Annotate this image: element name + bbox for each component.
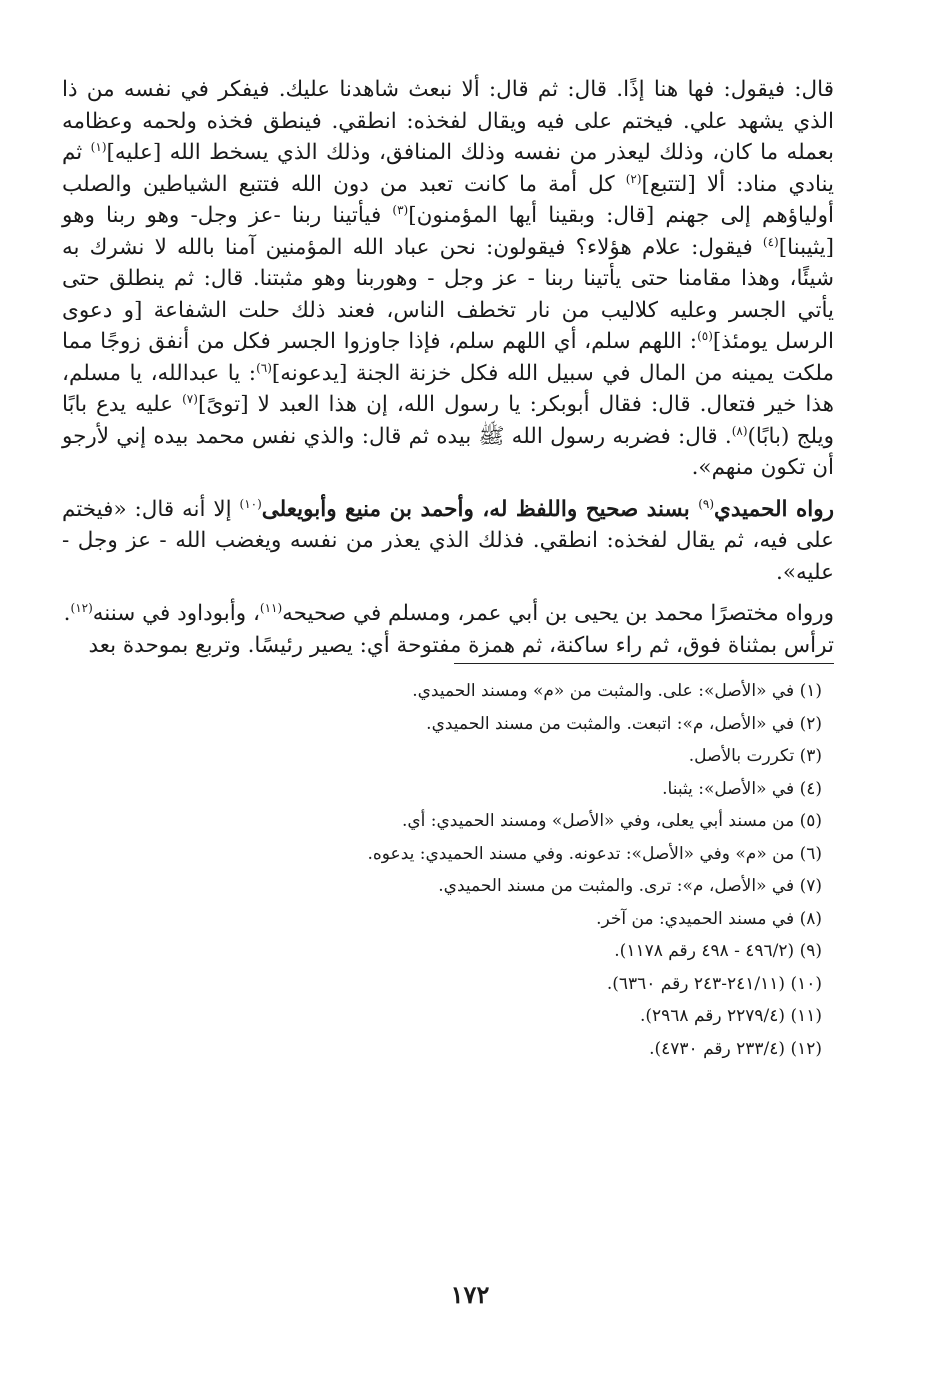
glossary-paragraph [62, 630, 834, 662]
text-run: كل أمة ما كانت تعبد من دون الله فتتبع الشياطين والصلب أولياؤهم إلى جهنم [قال: وبقينا أيها المؤمنون] [62, 171, 835, 228]
footnote: (١٠) (٢٤١/١١-٢٤٣ رقم ٦٣٦٠). [606, 973, 822, 994]
footnote-ref: (١٠) [239, 496, 262, 511]
text-run: فيأتينا ربنا -عز وجل- وهو ربنا وهو [يثيبنا] [62, 203, 834, 260]
text-run: . قال: فضربه رسول الله ﷺ بيده ثم قال: والذي نفس محمد بيده إني لأرجو أن تكون منهم». [62, 423, 834, 480]
text-run: قال: فيقول: فها هنا إذًا. قال: ثم قال: ألا نبعث شاهدنا عليك. فيفكر في نفسه من ذا الذي يشهد علي. فيختم على فيه ويقال لفخذه: انطقي. فينطق فخذه ولحمه وعظامه بعمله ما كان، وذلك ليعذر من نفسه وذلك المنافق، وذلك الذي يسخط الله [عليه] [62, 77, 834, 165]
text-run: . [63, 601, 71, 626]
footnote: (٧) في «الأصل، م»: ترى. والمثبت من مسند الحميدي. [438, 876, 822, 896]
text-run: : اللهم سلم، أي اللهم سلم، فإذا جاوزوا الجسر فكل من أنفق زوجًا مما ملكت يمينه من المال في سبيل الله فكل خزنة الجنة [يدعونه] [62, 329, 835, 386]
footnote-ref: (١) [90, 139, 107, 154]
hadith-paragraph [62, 74, 834, 484]
footnote-ref: (٨) [731, 423, 748, 438]
footnote-ref: (٦) [256, 360, 272, 375]
text-run: ورواه مختصرًا محمد بن يحيى بن أبي عمر، ومسلم في صحيحه [282, 601, 834, 626]
footnote-ref: (١٢) [70, 600, 93, 615]
footnote: (٨) في مسند الحميدي: من آخر. [596, 908, 822, 929]
short-narration-paragraph [62, 598, 834, 630]
footnote: (١٢) (٢٣٣/٤ رقم ٤٧٣٠). [649, 1038, 822, 1059]
footnote-ref: (٢) [625, 171, 642, 186]
text-run-bold: رواه الحميدي [714, 496, 835, 522]
footnote: (٤) في «الأصل»: يثبنا. [662, 778, 822, 799]
footnote-ref: (٩) [698, 496, 715, 511]
text-run: ترأس بمثناة فوق، ثم راء ساكنة، ثم همزة مفتوحة أي: يصير رئيسًا. وتربع بموحدة بعد [88, 632, 834, 658]
text-run: : يا عبدالله، يا مسلم، هذا خير فتعال. قال: فقال أبوبكر: يا رسول الله، إن هذا العبد لا [توىً] [62, 360, 834, 417]
text-run: إلا أنه قال: «فيختم على فيه، ثم يقال لفخذه: انطقي. فذلك الذي يعذر من نفسه ويغضب الله - عز وجل - عليه». [62, 496, 834, 585]
text-run: ثم ينادي مناد: ألا [لتتبع] [62, 140, 834, 197]
text-run: ، وأبوداود في سننه [92, 601, 260, 626]
footnote: (٩) (٤٩٦/٢ - ٤٩٨ رقم ١١٧٨). [614, 941, 822, 961]
footnote-separator [454, 663, 834, 664]
footnote-ref: (٧) [182, 391, 198, 406]
footnote-ref: (٥) [697, 328, 713, 343]
main-text [62, 74, 834, 661]
footnote: (٥) من مسند أبي يعلى، وفي «الأصل» ومسند الحميدي: أي. [401, 811, 822, 831]
footnote: (٣) تكررت بالأصل. [688, 746, 822, 766]
footnotes-section [62, 675, 834, 1065]
footnote: (١) في «الأصل»: على. والمثبت من «م» ومسند الحميدي. [412, 681, 822, 701]
footnote-ref: (٣) [392, 202, 409, 217]
page-number: ١٧٢ [450, 1280, 490, 1309]
footnote-ref: (٤) [762, 234, 779, 249]
footnote: (١١) (٢٢٧٩/٤ رقم ٢٩٦٨). [639, 1006, 822, 1026]
text-run: عليه يدع بابًا ويلج (بابًا) [62, 392, 834, 449]
text-run: فيقول: علام هؤلاء؟ فيقولون: نحن عباد الله المؤمنين آمنا بالله لا نشرك به شيئًا، وهذا مقامنا حتى يأتينا ربنا - عز وجل - وهوربنا وهو مثبتنا. قال: ثم ينطلق حتى يأتي الجسر وعليه كلاليب من نار تخطف الناس، فعند ذلك حلت الشفاعة [و دعوى الرسل يومئذ] [62, 234, 835, 354]
text-run-bold: بسند صحيح واللفظ له، وأحمد بن منيع وأبويعلى [261, 496, 699, 522]
footnote-separator-wrap [62, 661, 834, 675]
footnote-ref: (١١) [259, 600, 283, 615]
page-body [62, 74, 834, 1065]
attribution-paragraph [62, 494, 834, 589]
footnote: (٦) من «م» وفي «الأصل»: تدعونه. وفي مسند الحميدي: يدعوه. [367, 843, 822, 864]
footnote: (٢) في «الأصل، م»: اتبعت. والمثبت من مسند الحميدي. [426, 713, 822, 734]
